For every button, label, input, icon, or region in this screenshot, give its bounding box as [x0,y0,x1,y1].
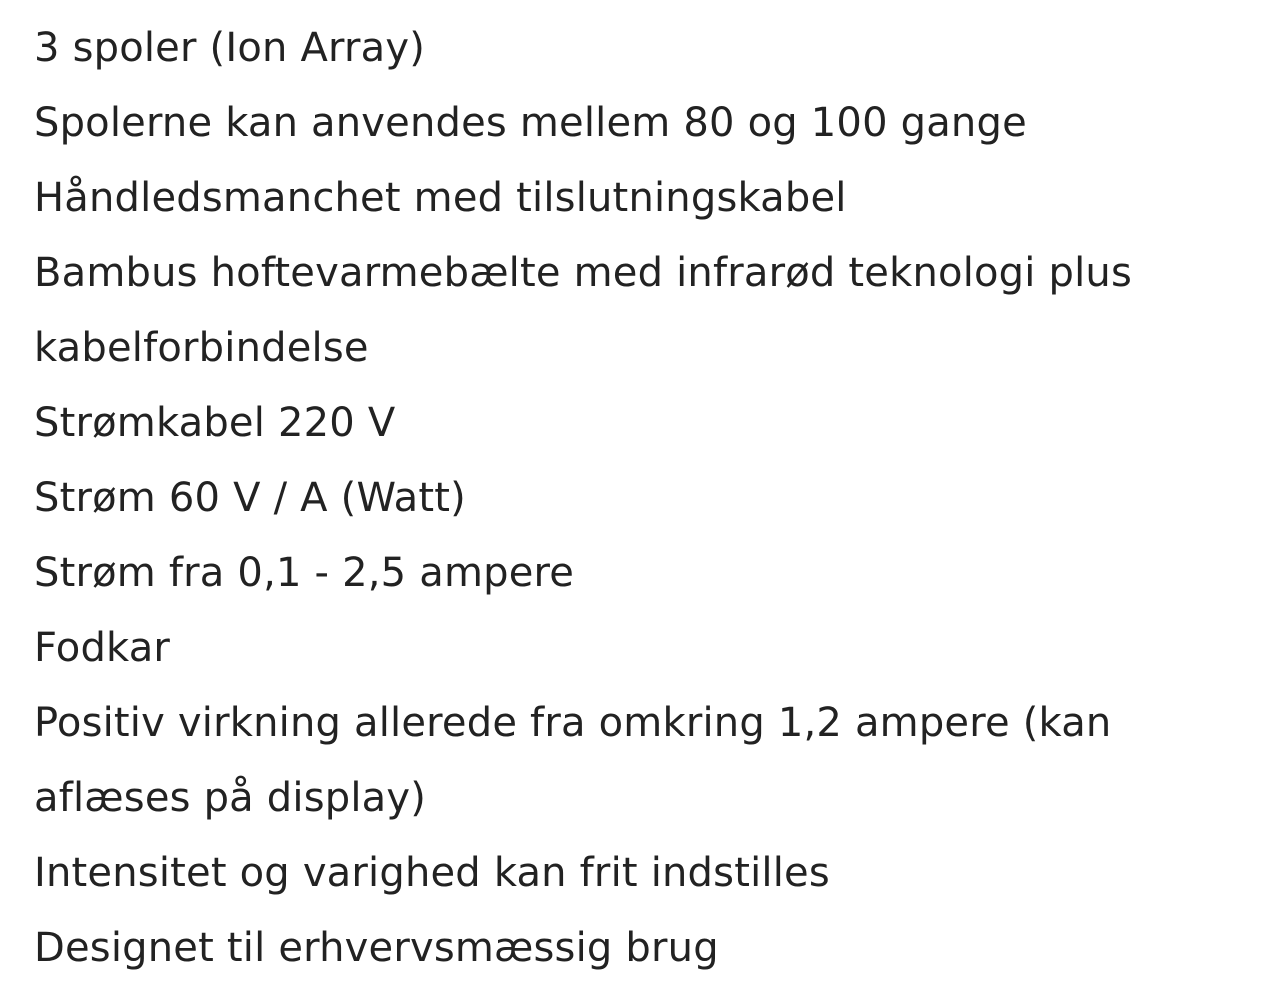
feature-line: Strømkabel 220 V [34,400,396,446]
product-feature-list [34,11,1254,986]
feature-line-continuation: kabelforbindelse [34,325,369,371]
feature-line: Fodkar [34,625,171,671]
feature-line: Strøm 60 V / A (Watt) [34,475,466,521]
feature-line: Bambus hoftevarmebælte med infrarød teknologi plus [34,250,1132,296]
feature-line: Designet til erhvervsmæssig brug [34,925,719,971]
feature-line-continuation: aflæses på display) [34,775,427,821]
feature-line: Spolerne kan anvendes mellem 80 og 100 gange [34,100,1027,146]
feature-line: Intensitet og varighed kan frit indstilles [34,850,830,896]
feature-line: 3 spoler (Ion Array) [34,25,426,71]
feature-line: Positiv virkning allerede fra omkring 1,2 ampere (kan [34,700,1112,746]
feature-line: Strøm fra 0,1 - 2,5 ampere [34,550,575,596]
feature-line: Håndledsmanchet med tilslutningskabel [34,175,847,221]
